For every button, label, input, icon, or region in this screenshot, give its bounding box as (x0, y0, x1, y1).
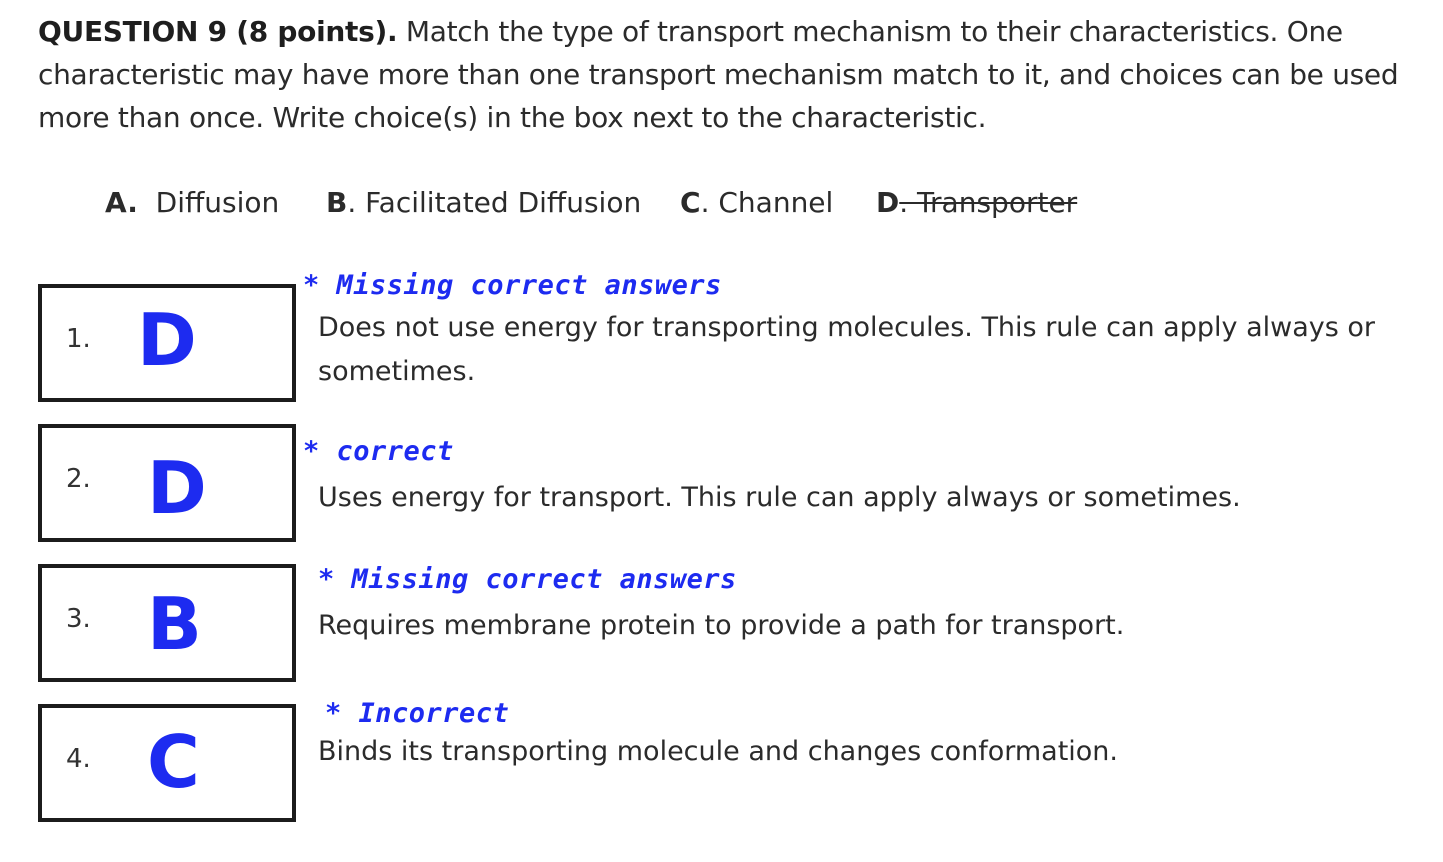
choice-label-struck: . Transporter (899, 186, 1078, 219)
item-number: 3. (66, 604, 91, 634)
characteristic-text: Does not use energy for transporting molecules. This rule can apply always or sometimes. (318, 312, 1375, 387)
choice-label: . Facilitated Diffusion (347, 186, 642, 219)
item-number: 4. (66, 744, 91, 774)
choice-letter: B (326, 186, 348, 219)
choice-letter: D (876, 186, 900, 219)
choice-c (680, 180, 833, 226)
matching-item-4 (38, 698, 1433, 822)
grader-note: * correct (303, 436, 454, 467)
grader-note: * Missing correct answers (303, 270, 722, 301)
characteristic-text: Uses energy for transport. This rule can apply always or sometimes. (318, 482, 1241, 513)
characteristic-text: Requires membrane protein to provide a path for transport. (318, 610, 1125, 641)
handwritten-answer: B (147, 582, 202, 666)
question-prompt (38, 10, 1433, 139)
question-heading: QUESTION 9 (8 points). (38, 15, 398, 48)
choice-label: . Channel (700, 186, 834, 219)
grader-note: * Incorrect (325, 698, 510, 729)
grader-note: * Missing correct answers (318, 564, 737, 595)
answer-box[interactable] (38, 424, 296, 542)
item-number: 1. (66, 324, 91, 354)
choice-label: Diffusion (155, 186, 280, 219)
answer-box[interactable] (38, 284, 296, 402)
choice-letter: A. (105, 186, 138, 219)
matching-item-1 (38, 270, 1433, 402)
choice-letter: C (680, 186, 701, 219)
handwritten-answer: D (137, 298, 197, 382)
answer-box[interactable] (38, 704, 296, 822)
matching-item-3 (38, 564, 1433, 682)
characteristic-text: Binds its transporting molecule and changes conformation. (318, 736, 1119, 767)
choice-d (876, 180, 1077, 226)
answer-box[interactable] (38, 564, 296, 682)
handwritten-answer: D (147, 446, 207, 530)
matching-item-2 (38, 424, 1433, 542)
handwritten-answer: C (147, 720, 200, 804)
choice-list (0, 180, 1443, 226)
choice-b (326, 180, 641, 226)
question-instructions: Match the type of transport mechanism to their characteristics. One characteristic may have more than one transport mechanism match to it, and choices can be used more than once. Write choice(s) in the box next to the characteristic. (38, 15, 1399, 134)
choice-a (105, 180, 279, 226)
item-number: 2. (66, 464, 91, 494)
